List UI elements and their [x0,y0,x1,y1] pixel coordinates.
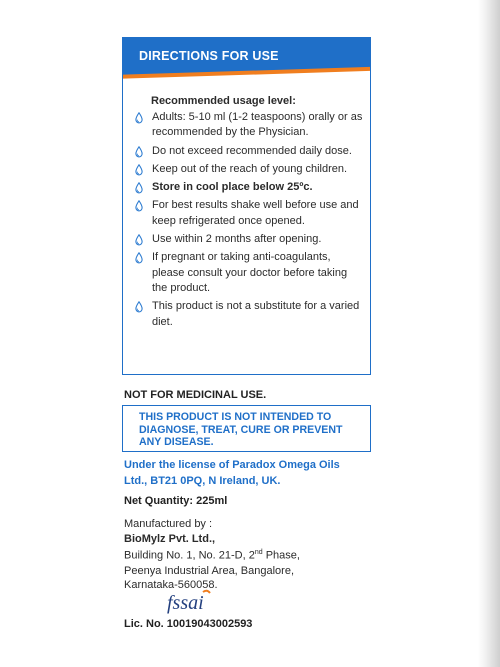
direction-item [133,180,365,195]
drop-icon [135,234,143,246]
not-medicinal-notice: NOT FOR MEDICINAL USE. [124,389,267,401]
fssai-logo [166,589,216,615]
direction-text: For best results shake well before use and keep refrigerated once opened. [152,199,359,227]
drop-icon [135,146,143,158]
direction-item [133,250,365,296]
manufacturer-address-line-3: Karnataka-560058. [124,579,218,592]
direction-item [133,198,365,229]
address-line-1-sup: nd [254,549,263,557]
address-line-1-pre: Building No. 1, No. 21-D, 2 [124,550,255,563]
direction-item [133,110,365,141]
address-line-1-post: Phase, [262,550,300,563]
drop-icon [135,252,143,264]
direction-item [133,299,365,330]
net-quantity: Net Quantity: 225ml [124,495,228,507]
box-edge-shadow [478,0,500,667]
direction-text: If pregnant or taking anti-coagulants, please consult your doctor before taking the product. [152,251,348,294]
license-number: Lic. No. 10019043002593 [124,618,253,630]
manufacturer-block [124,517,364,593]
direction-item [133,144,365,159]
drop-icon [135,112,143,124]
drop-icon [135,182,143,194]
manufacturer-address-line-1 [124,546,364,563]
direction-item [133,162,365,177]
manufacturer-address-line-2: Peenya Industrial Area, Bangalore, [124,564,295,577]
direction-text: Use within 2 months after opening. [152,233,322,246]
manufacturer-name: BioMylz Pvt. Ltd., [124,532,216,545]
license-text: Under the license of Paradox Omega Oils Ltd., BT21 0PQ, N Ireland, UK. [124,459,340,487]
directions-list [133,110,365,333]
direction-item [133,232,365,247]
direction-text: Keep out of the reach of young children. [152,162,348,175]
direction-text: Adults: 5-10 ml (1-2 teaspoons) orally or as recommended by the Physician. [152,111,363,139]
usage-heading: Recommended usage level: [151,95,296,107]
drop-icon [135,200,143,212]
directions-header [123,38,370,88]
direction-text: Store in cool place below 25ºc. [152,181,313,194]
disclaimer-box: THIS PRODUCT IS NOT INTENDED TO DIAGNOSE, TREAT, CURE OR PREVENT ANY DISEASE. [122,405,371,452]
direction-text: Do not exceed recommended daily dose. [152,144,352,157]
drop-icon [135,164,143,176]
drop-icon [135,301,143,313]
directions-title: DIRECTIONS FOR USE [139,49,279,63]
direction-text: This product is not a substitute for a varied diet. [152,300,360,328]
fssai-logo-text: fssai [167,592,204,614]
directions-panel [122,37,371,375]
manufacturer-label: Manufactured by : [124,518,213,530]
